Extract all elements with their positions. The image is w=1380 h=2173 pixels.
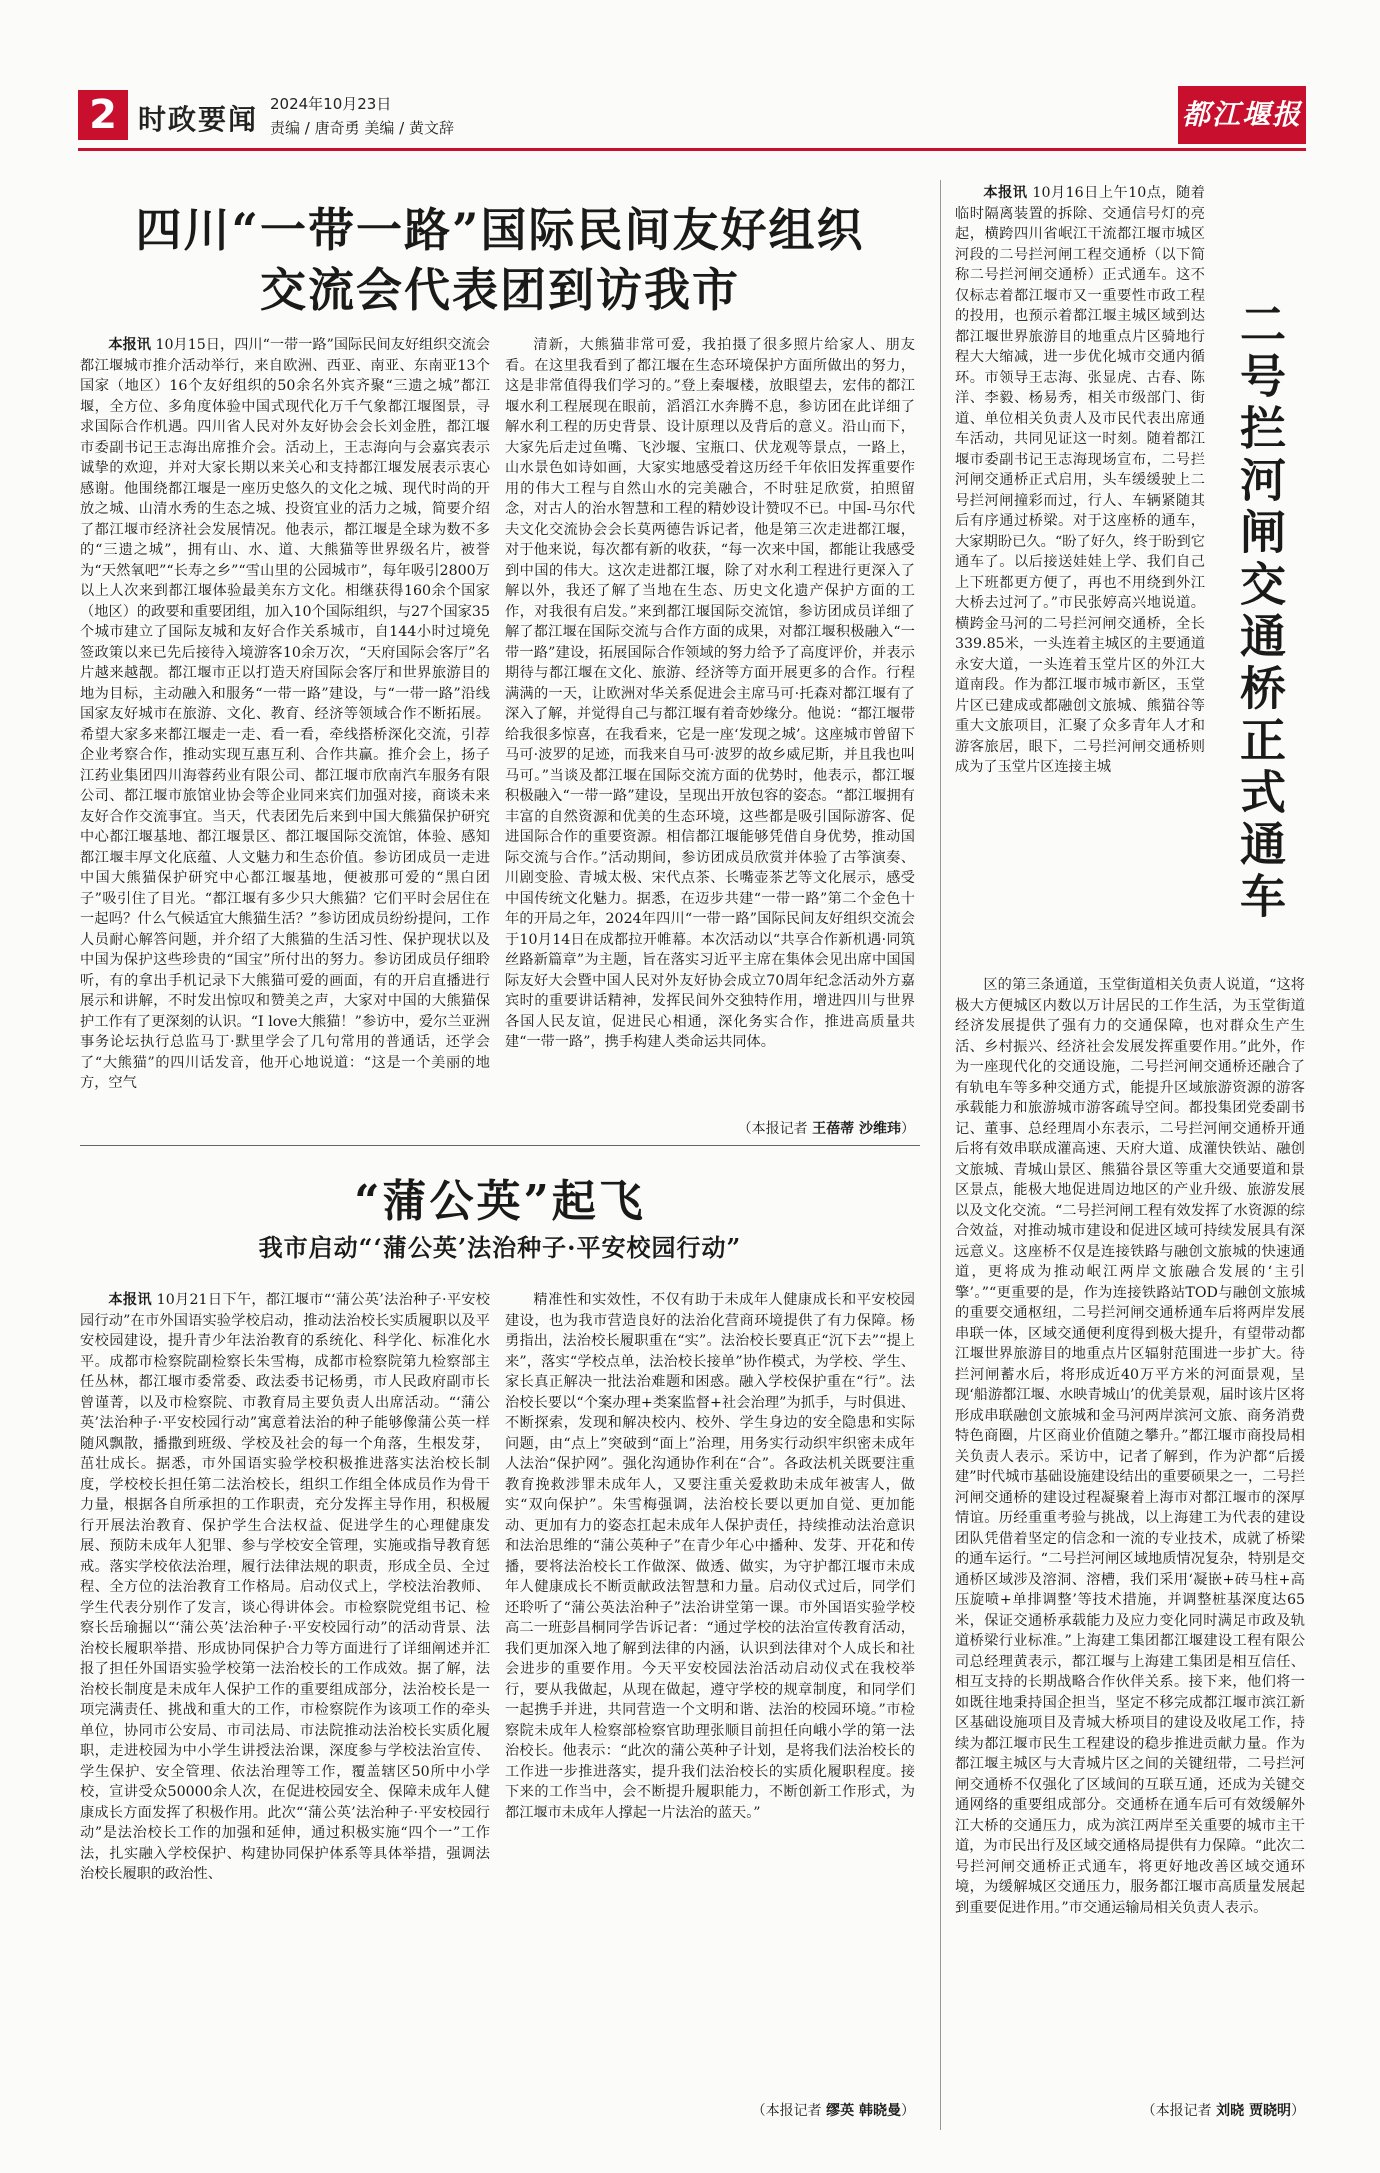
article3-body (955, 975, 1305, 2095)
editor-credits: 责编 / 唐奇勇 美编 / 黄文辞 (270, 119, 454, 137)
article2-lead: 本报讯 (108, 1292, 152, 1308)
article1-lead: 本报讯 (108, 337, 151, 353)
section-title: 时政要闻 (138, 103, 259, 136)
article3-lead: 本报讯 (983, 185, 1028, 201)
article3-reporters: 刘晓 贾晓明 (1216, 2103, 1291, 2119)
issue-date: 2024年10月23日 (270, 95, 392, 113)
article1-text-2: 清新，大熊猫非常可爱，我拍摄了很多照片给家人、朋友看。在这里我看到了都江堰在生态环境保护方面所做出的努力，这是非常值得我们学习的。”登上秦堰楼，放眼望去，宏伟的都江堰水利工程展现在眼前，滔滔江水奔腾不息，参访团在此详细了解水利工程的历史背景、设计原理以及背后的意义。沿山而下，大家先后走过鱼嘴、飞沙堰、宝瓶口、伏龙观等景点，一路上，山水景色如诗如画，大家实地感受着这历经千年依旧发挥重要作用的伟大工程与自然山水的完美融合，不时驻足欣赏，拍照留念，对古人的治水智慧和工程的精妙设计赞叹不已。中国-马尔代夫文化交流协会会长莫两德告诉记者，他是第三次走进都江堰，对于他来说，每次都有新的收获，“每一次来中国，都能让我感受到中国的伟大。这次走进都江堰，除了对水利工程进行更深入了解以外，我还了解了当地在生态、历史文化遗产保护方面的工作，对我很有启发。”来到都江堰国际交流馆，参访团成员详细了解了都江堰在国际交流与合作方面的成果，对都江堰积极融入“一带一路”建设，拓展国际合作领域的努力给予了高度评价，并表示期待与都江堰在文化、旅游、经济等方面开展更多的合作。行程满满的一天，让欧洲对华关系促进会主席马可·托森对都江堰有了深入了解，并觉得自己与都江堰有着奇妙缘分。他说：“都江堰带给我很多惊喜，在我看来，它是一座‘发现之城’。这座城市曾留下马可·波罗的足迹，而我来自马可·波罗的故乡威尼斯，并且我也叫马可。”当谈及都江堰在国际交流方面的优势时，他表示，都江堰积极融入“一带一路”建设，呈现出开放包容的姿态。“都江堰拥有丰富的自然资源和优美的生态环境，这些都是吸引国际游客、促进国际合作的重要资源。相信都江堰能够凭借自身优势，推动国际交流与合作。”活动期间，参访团成员欣赏并体验了古筝演奏、川剧变脸、青城太极、宋代点茶、长嘴壶茶艺等文化展示，感受中国传统文化魅力。据悉，在迈步共建“一带一路”第二个金色十年的开局之年，2024年四川“一带一路”国际民间友好组织交流会于10月14日在成都拉开帷幕。本次活动以“共享合作新机遇·同筑丝路新篇章”为主题，旨在落实习近平主席在集体会见出席中国国际友好大会暨中国人民对外友好协会成立70周年纪念活动外方嘉宾时的重要讲话精神，发挥民间外交独特作用，增进四川与世界各国人民友谊，促进民心相通，深化务实合作，推进高质量共建“一带一路”，携手构建人类命运共同体。 (505, 337, 915, 1050)
article1-column-2 (505, 335, 915, 1115)
article2-column-2 (505, 1290, 915, 2095)
article2-reporters: 缪英 韩晓曼 (826, 2103, 901, 2119)
article1-reporters: 王蓓蒂 沙维玮 (812, 1121, 901, 1137)
article2-subheadline: 我市启动“‘蒲公英’法治种子·平安校园行动” (258, 1233, 742, 1262)
article1-headline-line2: 交流会代表团到访我市 (260, 263, 740, 317)
article2-text-1: 10月21日下午，都江堰市“‘蒲公英’法治种子·平安校园行动”在市外国语实验学校启动，推动法治校长实质履职以及平安校园建设，提升青少年法治教育的系统化、科学化、标准化水平。成都市检察院副检察长朱雪梅，成都市检察院第九检察部主任丛林，都江堰市委常委、政法委书记杨勇，市人民政府副市长曾谨菁，以及市检察院、市教育局主要负责人出席活动。“‘蒲公英’法治种子·平安校园行动”寓意着法治的种子能够像蒲公英一样随风飘散，播撒到班级、学校及社会的每一个角落，生根发芽，茁壮成长。据悉，市外国语实验学校积极推进落实法治校长制度，学校校长担任第二法治校长，组织工作组全体成员作为骨干力量，根据各自所承担的工作职责，充分发挥主导作用，积极履行开展法治教育、保护学生合法权益、促进学生的心理健康发展、预防未成年人犯罪、参与学校安全管理，实施或指导教育惩戒。落实学校依法治理，履行法律法规的职责，形成全员、全过程、全方位的法治教育工作格局。启动仪式上，学校法治教师、学生代表分别作了发言，谈心得讲体会。市检察院党组书记、检察长岳瑜掘以“‘蒲公英’法治种子·平安校园行动”的活动背景、法治校长履职举措、形成协同保护合力等方面进行了详细阐述并汇报了担任外国语实验学校第一法治校长的工作成效。据了解，法治校长制度是未成年人保护工作的重要组成部分，法治校长是一项完满责任、挑战和重大的工作，市检察院作为该项工作的牵头单位，协同市公安局、市司法局、市法院推动法治校长实质化履职，走进校园为中小学生讲授法治课，深度参与学校法治宣传、学生保护、安全管理、依法治理等工作，覆盖辖区50所中小学校，宣讲受众50000余人次，在促进校园安全、保障未成年人健康成长方面发挥了积极作用。此次“‘蒲公英’法治种子·平安校园行动”是法治校长工作的加强和延伸，通过积极实施“四个一”工作法，扎实融入学校保护、构建协同保护体系等具体举措，强调法治校长履职的政治性、 (80, 1292, 490, 1882)
article2-text-2: 精准性和实效性，不仅有助于未成年人健康成长和平安校园建设，也为我市营造良好的法治化营商环境提供了有力保障。杨勇指出，法治校长履职重在“实”。法治校长要真正“沉下去”“提上来”，落实“学校点单，法治校长接单”协作模式，为学校、学生、家长真正解决一批法治难题和困惑。融入学校保护重在“行”。法治校长要以“个案办理+类案监督+社会治理”为抓手，与时俱进、不断探索，发现和解决校内、校外、学生身边的安全隐患和实际问题，由“点上”突破到“面上”治理，用务实行动织牢织密未成年人法治“保护网”。强化沟通协作利在“合”。各政法机关既要注重教育挽救涉罪未成年人，又要注重关爱救助未成年被害人，做实“双向保护”。朱雪梅强调，法治校长要以更加自觉、更加能动、更加有力的姿态扛起未成年人保护责任，持续推动法治意识和法治思维的“蒲公英种子”在青少年心中播种、发芽、开花和传播，要将法治校长工作做深、做透、做实，为守护都江堰市未成年人健康成长不断贡献政法智慧和力量。启动仪式过后，同学们还聆听了“蒲公英法治种子”法治讲堂第一课。市外国语实验学校高二一班彭昌桐同学告诉记者：“通过学校的法治宣传教育活动，我们更加深入地了解到法律的内涵，认识到法律对个人成长和社会进步的重要作用。今天平安校园法治活动启动仪式在我校举行，要从我做起，从现在做起，遵守学校的规章制度，和同学们一起携手并进，共同营造一个文明和谐、法治的校园环境。”市检察院未成年人检察部检察官助理张顺目前担任向峨小学的第一法治校长。他表示：“此次的蒲公英种子计划，是将我们法治校长的工作进一步推进落实，提升我们法治校长的实质化履职程度。接下来的工作当中，会不断提升履职能力，不断创新工作形式，为都江堰市未成年人撑起一片法治的蓝天。” (505, 1292, 915, 1821)
article1-headline (80, 200, 920, 320)
article-divider (80, 1145, 920, 1146)
article3-headline: 二号拦河闸交通桥正式通车 (1233, 300, 1287, 924)
article3-intro (955, 183, 1205, 973)
column-divider (940, 180, 941, 2130)
masthead-rule (78, 148, 1306, 151)
article1-column-1 (80, 335, 490, 1135)
article1-headline-line1: 四川“一带一路”国际民间友好组织 (135, 203, 865, 257)
article2-headline: “蒲公英”起飞 (354, 1176, 646, 1227)
article2-byline: （本报记者 缪英 韩晓曼） (751, 2103, 915, 2119)
page-number: 2 (78, 90, 128, 140)
article3-byline: （本报记者 刘晓 贾晓明） (1141, 2103, 1305, 2119)
article3-text-body: 区的第三条通道，玉堂街道相关负责人说道，“这将极大方便城区内数以万计居民的工作生活，为玉堂街道经济发展提供了强有力的交通保障，也对群众生产生活、乡村振兴、经济社会发展发挥重要作用。”此外，作为一座现代化的交通设施，二号拦河闸交通桥还融合了有轨电车等多种交通方式，能提升区域旅游资源的游客承载能力和旅游城市游客疏导空间。都投集团党委副书记、董事、总经理周小东表示，二号拦河闸交通桥开通后将有效串联成灌高速、天府大道、成灌快铁站、融创文旅城、青城山景区、熊猫谷景区等重大交通要道和景区景点，能极大地促进周边地区的产业升级、旅游发展以及文化交流。“二号拦河闸工程有效发挥了水资源的综合效益，对推动城市建设和促进区域可持续发展具有深远意义。这座桥不仅是连接铁路与融创文旅城的快速通道，更将成为推动岷江两岸文旅融合发展的‘主引擎’。”“更重要的是，作为连接铁路站TOD与融创文旅城的重要交通枢纽，二号拦河闸交通桥通车后将两岸发展串联一体，区域交通便利度得到极大提升，有望带动都江堰世界旅游目的地重点片区辐射范围进一步扩大。待拦河闸蓄水后，将形成近40万平方米的河面景观，呈现‘船游都江堰、水映青城山’的优美景观，届时该片区将形成串联融创文旅城和金马河两岸滨河文旅、商务消费特色商圈，片区商业价值随之攀升。”都江堰市商投局相关负责人表示。采访中，记者了解到，作为沪都“后援建”时代城市基础设施建设结出的重要硕果之一，二号拦河闸交通桥的建设过程凝聚着上海市对都江堰市的深厚情谊。历经重重考验与挑战，以上海建工为代表的建设团队凭借着坚定的信念和一流的专业技术，成就了桥梁的通车运行。“二号拦河闸区域地质情况复杂，特别是交通桥区域涉及溶洞、溶槽，我们采用‘凝嵌+砖马柱+高压旋喷+单排调整’等技术措施，并调整桩基深度达65米，保证交通桥承载能力及应力变化同时满足市政及轨道桥梁行业标准。”上海建工集团都江堰建设工程有限公司总经理黄表示，都江堰与上海建工集团是相互信任、相互支持的长期战略合作伙伴关系。接下来，他们将一如既往地秉持国企担当，坚定不移完成都江堰市滨江新区基础设施项目及青城大桥项目的建设及收尾工作，持续为都江堰市民生工程建设的稳步推进贡献力量。作为都江堰主城区与大青城片区之间的关键纽带，二号拦河闸交通桥不仅强化了区域间的互联互通，还成为关键交通网络的重要组成部分。交通桥在通车后可有效缓解外江大桥的交通压力，成为滨江两岸至关重要的城市主干道，为市民出行及区域交通格局提供有力保障。“此次二号拦河闸交通桥正式通车，将更好地改善区域交通环境，为缓解城区交通压力，服务都江堰市高质量发展起到重要促进作用。”市交通运输局相关负责人表示。 (955, 977, 1305, 1916)
article3-text-intro: 10月16日上午10点，随着临时隔离装置的拆除、交通信号灯的亮起，横跨四川省岷江干流都江堰市城区河段的二号拦河闸工程交通桥（以下简称二号拦河闸交通桥）正式通车。这不仅标志着都江堰市又一重要性市政工程的投用，也预示着都江堰主城区域到达都江堰世界旅游目的地重点片区骑地行程大大缩减，进一步优化城市交通内循环。市领导王志海、张显虎、古春、陈洋、李毅、杨易秀，相关市级部门、街道、单位相关负责人及市民代表出席通车活动，共同见证这一时刻。随着都江堰市委副书记王志海现场宣布，二号拦河闸交通桥正式启用，头车缓缓驶上二号拦河闸撞彩而过，行人、车辆紧随其后有序通过桥梁。对于这座桥的通车，大家期盼已久。“盼了好久，终于盼到它通车了。以后接送娃娃上学、我们自己上下班都更方便了，再也不用绕到外江大桥去过河了。”市民张婷高兴地说道。横跨金马河的二号拦河闸交通桥，全长339.85米，一头连着主城区的主要通道永安大道，一头连着玉堂片区的外江大道南段。作为都江堰市城市新区，玉堂片区已建成或都融创文旅城、熊猫谷等重大文旅项目，汇聚了众多青年人才和游客旅居，眼下，二号拦河闸交通桥则成为了玉堂片区连接主城 (955, 185, 1205, 775)
article1-byline: （本报记者 王蓓蒂 沙维玮） (737, 1121, 915, 1137)
article1-text-1: 10月15日，四川“一带一路”国际民间友好组织交流会都江堰城市推介活动举行，来自欧洲、西亚、南亚、东南亚13个国家（地区）16个友好组织的50余名外宾齐聚“三遗之城”都江堰，全方位、多角度体验中国式现代化万千气象都江堰图景，寻求国际合作机遇。四川省人民对外友好协会会长刘金胜，都江堰市委副书记王志海出席推介会。活动上，王志海向与会嘉宾表示诚挚的欢迎，并对大家长期以来关心和支持都江堰发展表示衷心感谢。他围绕都江堰是一座历史悠久的文化之城、现代时尚的开放之城、山清水秀的生态之城、投资宜业的活力之城，简要介绍了都江堰市经济社会发展情况。他表示，都江堰是全球为数不多的“三遗之城”，拥有山、水、道、大熊猫等世界级名片，被誉为“天然氧吧”“长寿之乡”“雪山里的公园城市”，每年吸引2800万以上人次来到都江堰体验最美东方文化。相继获得160余个国家（地区）的政要和重要团组，加入10个国际组织，与27个国家35个城市建立了国际友城和友好合作关系城市，自144小时过境免签政策以来已先后接待入境游客10余万次，“天府国际会客厅”名片越来越靓。都江堰市正以打造天府国际会客厅和世界旅游目的地为目标，主动融入和服务“一带一路”建设，与“一带一路”沿线国家友好城市在旅游、文化、教育、经济等领域合作不断拓展。希望大家多来都江堰走一走、看一看，牵线搭桥深化交流，引荐企业考察合作，推动实现互惠互利、合作共赢。推介会上，扬子江药业集团四川海蓉药业有限公司、都江堰市欣南汽车服务有限公司、都江堰市旅馆业协会等企业同来宾们加强对接，商谈未来友好合作交流事宜。当天，代表团先后来到中国大熊猫保护研究中心都江堰基地、都江堰景区、都江堰国际交流馆，体验、感知都江堰丰厚文化底蕴、人文魅力和生态价值。参访团成员一走进中国大熊猫保护研究中心都江堰基地，便被那可爱的“黑白团子”吸引住了目光。“都江堰有多少只大熊猫？它们平时会居住在一起吗？什么气候适宜大熊猫生活？”参访团成员纷纷提问，工作人员耐心解答问题，并介绍了大熊猫的生活习性、保护现状以及中国为保护这些珍贵的“国宝”所付出的努力。参访团成员仔细聆听，有的拿出手机记录下大熊猫可爱的画面，有的开启直播进行展示和讲解，不时发出惊叹和赞美之声，大家对中国的大熊猫保护工作有了更深刻的认识。“I love大熊猫！”参访中，爱尔兰亚洲事务论坛执行总监马丁·默里学会了几句常用的普通话，还学会了“大熊猫”的四川话发音，他开心地说道：“这是一个美丽的地方，空气 (80, 337, 490, 1091)
article2-column-1 (80, 1290, 490, 2120)
newspaper-logo: 都江堰报 (1178, 86, 1306, 144)
